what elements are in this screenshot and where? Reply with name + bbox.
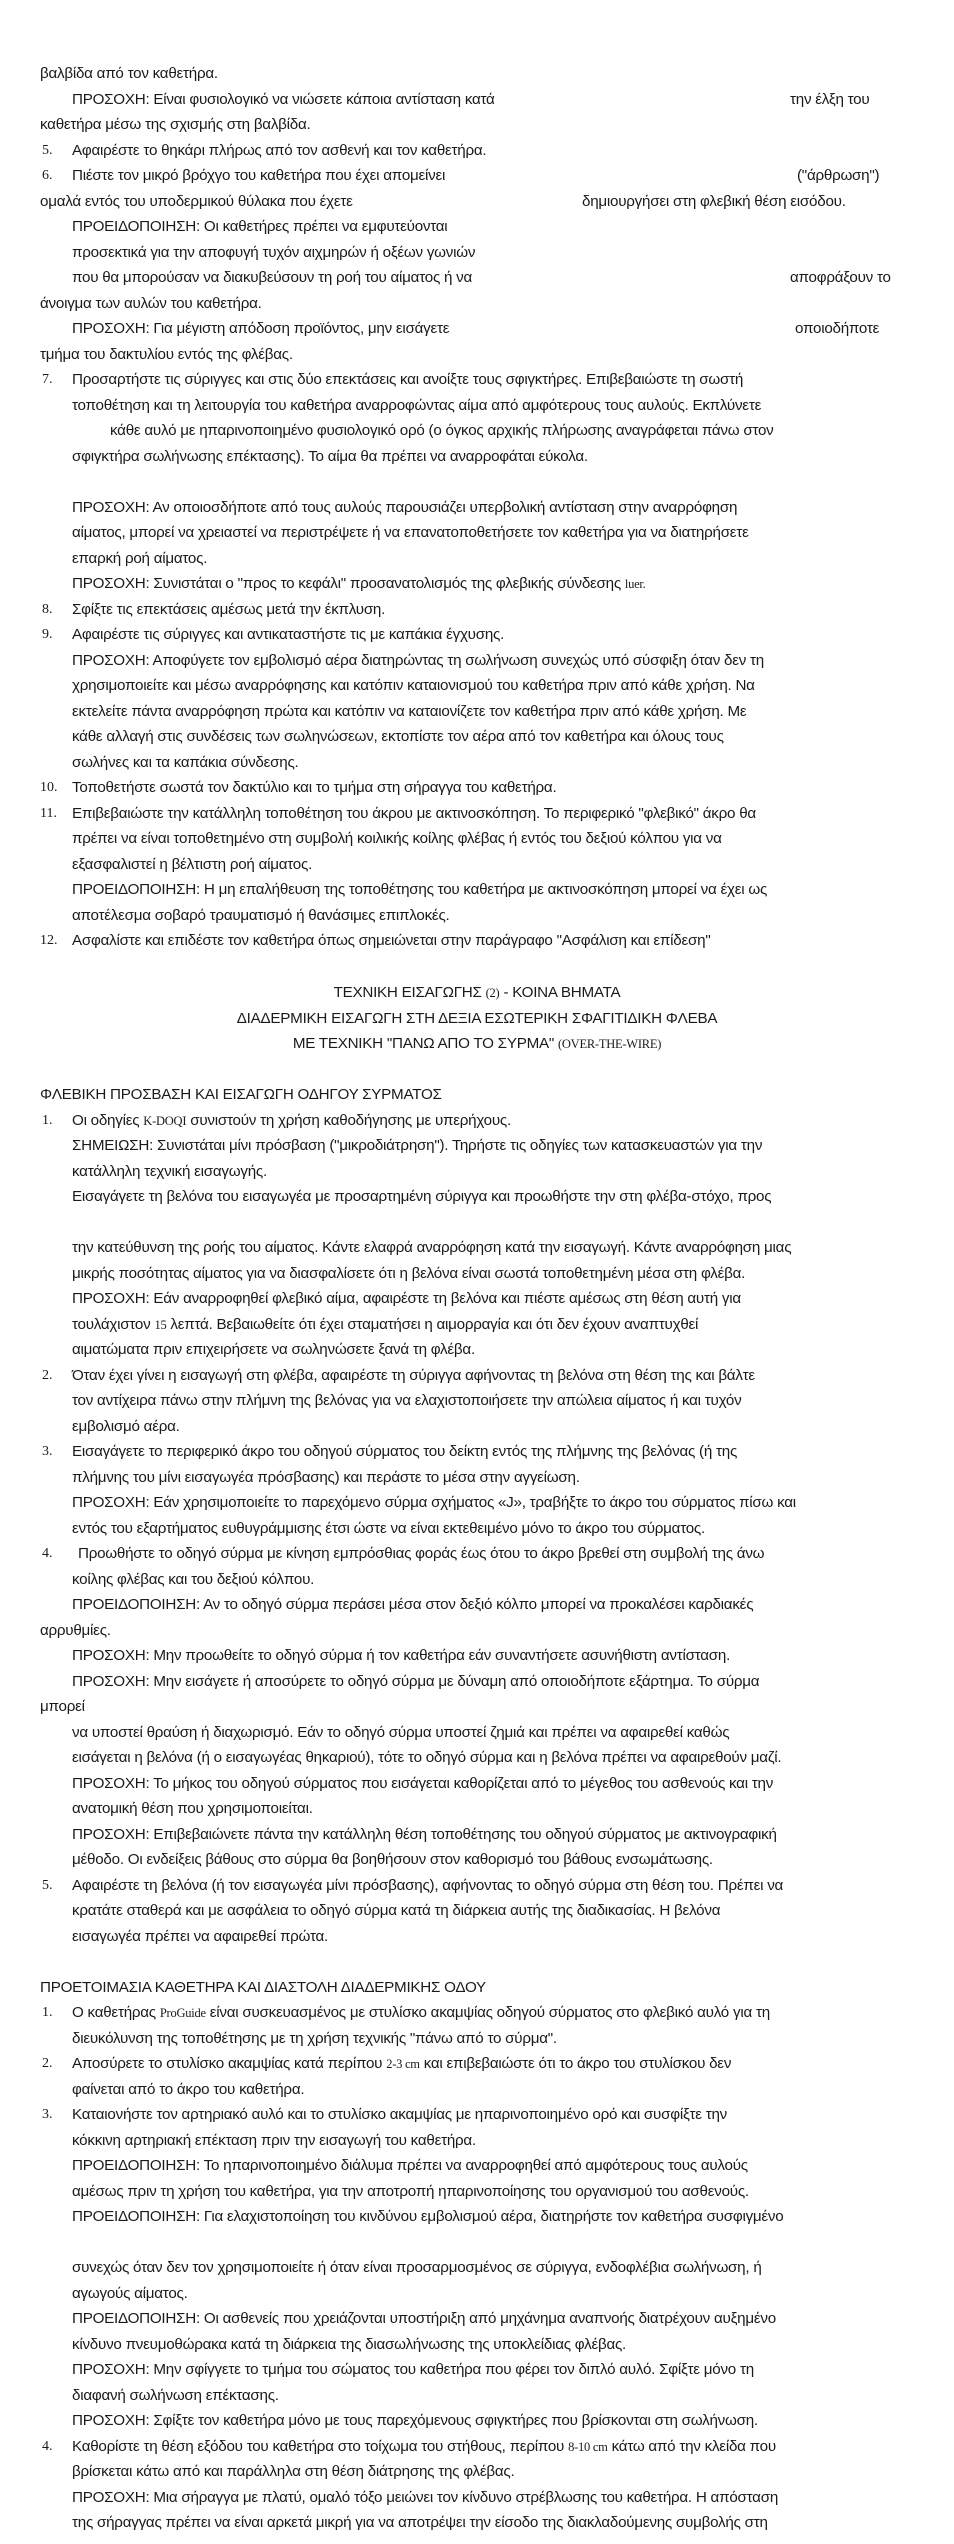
section-title: ΔΙΑΔΕΡΜΙΚΗ ΕΙΣΑΓΩΓΗ ΣΤΗ ΔΕΞΙΑ ΕΣΩΤΕΡΙΚΗ ΣΦΑΓΙΤΙΔΙΚΗ ΦΛΕΒΑ xyxy=(236,1010,718,1027)
text-run: είναι συσκευασμένος με στυλίσκο ακαμψίας οδηγού σύρματος στο φλεβικό αυλό για τη xyxy=(205,2004,770,2021)
text-line: Αφαιρέστε τη βελόνα (ή τον εισαγωγέα μίνι πρόσβασης), αφήνοντας το οδηγό σύρμα στη θέση του. Πρέπει να xyxy=(72,1877,784,1894)
text-line: ΠΡΟΕΙΔΟΠΟΙΗΣΗ: Το ηπαρινοποιημένο διάλυμα πρέπει να αναρροφηθεί από αμφότερους τους αυλούς xyxy=(72,2157,748,2174)
text-line: ΠΡΟΣΟΧΗ: Μην εισάγετε ή αποσύρετε το οδηγό σύρμα με δύναμη από οποιοδήποτε εξάρτημα. Το σύρμα xyxy=(72,1673,760,1690)
text-run: luer. xyxy=(624,577,646,591)
text-line: πλήμνης του μίνι εισαγωγέα πρόσβασης) και περάστε το μέσα στην αγγείωση. xyxy=(72,1469,580,1486)
text-line: πρέπει να είναι τοποθετημένο στη συμβολή κοιλικής κοίλης φλέβας ή εντός του δεξιού κόλπου για να xyxy=(72,830,722,847)
text-line: εισάγεται η βελόνα (ή ο εισαγωγέας θηκαριού), τότε το οδηγό σύρμα και η βελόνα πρέπει να αφαιρεθούν μαζί. xyxy=(72,1749,782,1766)
text-line: τον αντίχειρα πάνω στην πλήμνη της βελόνας για να ελαχιστοποιήσετε την απώλεια αίματος ή και τυχόν xyxy=(72,1392,742,1409)
text-line: ανατομική θέση που χρησιμοποιείται. xyxy=(72,1800,313,1817)
text-line: ΠΡΟΣΟΧΗ: Το μήκος του οδηγού σύρματος που εισάγεται καθορίζεται από το μέγεθος του ασθενούς και την xyxy=(72,1775,774,1792)
text-run: συνιστούν τη χρήση καθοδήγησης με υπερήχους. xyxy=(186,1112,511,1129)
list-number: 1. xyxy=(42,2005,53,2020)
text-line: που θα μπορούσαν να διακυβεύσουν τη ροή του αίματος ή να xyxy=(72,269,473,286)
text-run: και επιβεβαιώστε ότι το άκρο του στυλίσκου δεν xyxy=(419,2055,732,2072)
text-line: Προωθήστε το οδηγό σύρμα με κίνηση εμπρόσθιας φοράς έως ότου το άκρο βρεθεί στη συμβολή της άνω xyxy=(78,1545,765,1562)
text-line: Προσαρτήστε τις σύριγγες και στις δύο επεκτάσεις και ανοίξτε τους σφιγκτήρες. Επιβεβαιώστε τη σωστή xyxy=(72,371,744,388)
text-line: την κατεύθυνση της ροής του αίματος. Κάντε ελαφρά αναρρόφηση κατά την εισαγωγή. Κάντε αναρρόφηση μιας xyxy=(72,1239,792,1256)
text-line: ΠΡΟΕΙΔΟΠΟΙΗΣΗ: Η μη επαλήθευση της τοποθέτησης του καθετήρα με ακτινοσκόπηση μπορεί να έχει ως xyxy=(72,881,768,898)
section-title xyxy=(0,983,954,1004)
text-line: ΠΡΟΣΟΧΗ: Μην σφίγγετε το τμήμα του σώματος του καθετήρα που φέρει τον διπλό αυλό. Σφίξτε μόνο τη xyxy=(72,2361,754,2378)
text-line: της σήραγγας πρέπει να είναι αρκετά μικρή για να αποτρέψει την είσοδο της διακλαδούμενης συμβολής στη xyxy=(72,2514,768,2531)
list-number: 5. xyxy=(42,143,53,158)
text-line: αποτέλεσμα σοβαρό τραυματισμό ή θανάσιμες επιπλοκές. xyxy=(72,907,450,924)
text-line: ΠΡΟΣΟΧΗ: Μια σήραγγα με πλατύ, ομαλό τόξο μειώνει τον κίνδυνο στρέβλωσης του καθετήρα. Η απόσταση xyxy=(72,2489,779,2506)
list-number: 12. xyxy=(40,933,58,948)
text-line: μέθοδο. Οι ενδείξεις βάθους στο σύρμα θα βοηθήσουν στον καθορισμό του βάθους ενσωμάτωσης. xyxy=(72,1851,713,1868)
text-run: K-DOQI xyxy=(143,1114,187,1128)
text-line: ΠΡΟΣΟΧΗ: Επιβεβαιώνετε πάντα την κατάλληλη θέση τοποθέτησης του οδηγού σύρματος με ακτινογραφική xyxy=(72,1826,777,1843)
text-line: Πιέστε τον μικρό βρόχγο του καθετήρα που έχει απομείνει xyxy=(72,167,446,184)
text-line: εκτελείτε πάντα αναρρόφηση πρώτα και κατόπιν να καταιονίζετε τον καθετήρα πριν από κάθε χρήση. Με xyxy=(72,703,747,720)
section-title xyxy=(0,1034,954,1055)
title-run: (2) xyxy=(485,986,500,1000)
text-line: τοποθέτηση και τη λειτουργία του καθετήρα αναρροφώντας αίμα από αμφότερους τους αυλούς. Εκπλύνετε xyxy=(72,397,762,414)
text-line: ("άρθρωση") xyxy=(797,167,880,184)
text-line: ΣΗΜΕΙΩΣΗ: Συνιστάται μίνι πρόσβαση ("μικροδιάτρηση"). Τηρήστε τις οδηγίες των κατασκευαστών για την xyxy=(72,1137,763,1154)
title-run: (OVER-THE-WIRE) xyxy=(557,1037,662,1051)
text-run: 8-10 cm xyxy=(568,2440,608,2454)
text-line: ΠΡΟΕΙΔΟΠΟΙΗΣΗ: Για ελαχιστοποίηση του κινδύνου εμβολισμού αέρα, διατηρήστε τον καθετήρα συσφιγμένο xyxy=(72,2208,784,2225)
text-line: αγωγούς αίματος. xyxy=(72,2285,188,2302)
text-line: οποιοδήποτε xyxy=(795,320,880,337)
text-line: Όταν έχει γίνει η εισαγωγή στη φλέβα, αφαιρέστε τη σύριγγα αφήνοντας τη βελόνα στη θέση της και βάλτε xyxy=(72,1367,755,1384)
text-line xyxy=(72,1111,511,1132)
text-line: κρατάτε σταθερά και με ασφάλεια το οδηγό σύρμα κατά τη διάρκεια αυτής της διαδικασίας. Η βελόνα xyxy=(72,1902,721,1919)
text-run: κάτω από την κλείδα που xyxy=(607,2438,776,2455)
list-number: 3. xyxy=(42,1444,53,1459)
text-line: κόκκινη αρτηριακή επέκταση πριν την εισαγωγή του καθετήρα. xyxy=(72,2132,476,2149)
text-line: εισαγωγέα πρέπει να αφαιρεθεί πρώτα. xyxy=(72,1928,328,1945)
text-line xyxy=(72,2054,731,2075)
text-line: αιματώματα πριν επιχειρήσετε να σωληνώσετε ξανά τη φλέβα. xyxy=(72,1341,475,1358)
text-line: Ασφαλίστε και επιδέστε τον καθετήρα όπως σημειώνεται στην παράγραφο "Ασφάλιση και επίδεση" xyxy=(72,932,711,949)
text-line: εντός του εξαρτήματος ευθυγράμμισης έτσι ώστε να είναι εκτεθειμένο μόνο το άκρο του σύρματος. xyxy=(72,1520,705,1537)
text-line: ΠΡΟΣΟΧΗ: Αν οποιοσδήποτε από τους αυλούς παρουσιάζει υπερβολική αντίσταση στην αναρρόφηση xyxy=(72,499,738,516)
text-line: κάθε αυλό με ηπαρινοποιημένο φυσιολογικό ορό (ο όγκος αρχικής πλήρωσης αναγράφεται πάνω στον xyxy=(110,422,774,439)
text-line: αποφράξουν το xyxy=(790,269,891,286)
text-line xyxy=(72,2003,770,2024)
text-line: σωλήνες και τα καπάκια σύνδεσης. xyxy=(72,754,299,771)
text-line: Αφαιρέστε τις σύριγγες και αντικαταστήστε τις με καπάκια έγχυσης. xyxy=(72,626,505,643)
text-line: ΠΡΟΣΟΧΗ: Για μέγιστη απόδοση προϊόντος, μην εισάγετε xyxy=(72,320,450,337)
text-line xyxy=(72,1315,698,1336)
title-run: ΤΕΧΝΙΚΗ ΕΙΣΑΓΩΓΗΣ xyxy=(333,984,486,1001)
text-line: προσεκτικά για την αποφυγή τυχόν αιχμηρών ή οξέων γωνιών xyxy=(72,244,476,261)
list-number: 3. xyxy=(42,2107,53,2122)
text-run: ProGuide xyxy=(159,2006,206,2020)
text-line: καθετήρα μέσω της σχισμής στη βαλβίδα. xyxy=(40,116,311,133)
text-line: ΠΡΟΣΟΧΗ: Σφίξτε τον καθετήρα μόνο με τους παρεχόμενους σφιγκτήρες που βρίσκονται στη σωλήνωση. xyxy=(72,2412,758,2429)
text-line: σφιγκτήρα σωλήνωσης επέκτασης). Το αίμα θα πρέπει να αναρροφάται εύκολα. xyxy=(72,448,588,465)
list-number: 2. xyxy=(42,1368,53,1383)
text-line: τμήμα του δακτυλίου εντός της φλέβας. xyxy=(40,346,293,363)
text-line: διευκόλυνση της τοποθέτησης με τη χρήση τεχνικής "πάνω από το σύρμα". xyxy=(72,2030,557,2047)
text-line: μπορεί xyxy=(40,1698,85,1715)
text-run: Οι οδηγίες xyxy=(72,1112,144,1129)
text-line: ΠΡΟΣΟΧΗ: Εάν αναρροφηθεί φλεβικό αίμα, αφαιρέστε τη βελόνα και πιέστε αμέσως στη θέση αυτή για xyxy=(72,1290,741,1307)
list-number: 9. xyxy=(42,627,53,642)
text-run: τουλάχιστον xyxy=(72,1316,155,1333)
text-line: ΠΡΟΕΙΔΟΠΟΙΗΣΗ: Αν το οδηγό σύρμα περάσει μέσα στον δεξιό κόλπο μπορεί να προκαλέσει καρδιακές xyxy=(72,1596,754,1613)
text-line: μικρής ποσότητας αίματος για να διασφαλίσετε ότι η βελόνα είναι σωστά τοποθετημένη μέσα στη φλέβα. xyxy=(72,1265,746,1282)
section-heading: ΠΡΟΕΤΟΙΜΑΣΙΑ ΚΑΘΕΤΗΡΑ ΚΑΙ ΔΙΑΣΤΟΛΗ ΔΙΑΔΕΡΜΙΚΗΣ ΟΔΟΥ xyxy=(40,1979,486,1996)
text-line: Καταιονήστε τον αρτηριακό αυλό και το στυλίσκο ακαμψίας με ηπαρινοποιημένο ορό και συσφίξτε την xyxy=(72,2106,728,2123)
text-line: κοίλης φλέβας και του δεξιού κόλπου. xyxy=(72,1571,315,1588)
text-line: ΠΡΟΣΟΧΗ: Εάν χρησιμοποιείτε το παρεχόμενο σύρμα σχήματος «J», τραβήξτε το άκρο του σύρματος πίσω και xyxy=(72,1494,796,1511)
text-run: ΠΡΟΣΟΧΗ: Συνιστάται ο "προς το κεφάλι" προσανατολισμός της φλεβικής σύνδεσης xyxy=(72,575,625,592)
text-line: ΠΡΟΕΙΔΟΠΟΙΗΣΗ: Οι ασθενείς που χρειάζονται υποστήριξη από μηχάνημα αναπνοής διατρέχουν αυξημένο xyxy=(72,2310,776,2327)
text-line: ΠΡΟΣΟΧΗ: Μην προωθείτε το οδηγό σύρμα ή τον καθετήρα εάν συναντήσετε ασυνήθιστη αντίσταση. xyxy=(72,1647,731,1664)
list-number: 8. xyxy=(42,602,53,617)
text-line: την έλξη του xyxy=(790,91,870,108)
text-line: Σφίξτε τις επεκτάσεις αμέσως μετά την έκπλυση. xyxy=(72,601,386,618)
text-line: ΠΡΟΣΟΧΗ: Αποφύγετε τον εμβολισμό αέρα διατηρώντας τη σωλήνωση συνεχώς υπό σύσφιξη όταν δεν τη xyxy=(72,652,764,669)
text-line: να υποστεί θραύση ή διαχωρισμό. Εάν το οδηγό σύρμα υποστεί ζημιά και πρέπει να αφαιρεθεί καθώς xyxy=(72,1724,730,1741)
text-line: Επιβεβαιώστε την κατάλληλη τοποθέτηση του άκρου με ακτινοσκόπηση. Το περιφερικό "φλεβικό" άκρο θα xyxy=(72,805,756,822)
text-line: άνοιγμα των αυλών του καθετήρα. xyxy=(40,295,262,312)
text-line: εξασφαλιστεί η βέλτιστη ροή αίματος. xyxy=(72,856,313,873)
title-run: - ΚΟΙΝΑ ΒΗΜΑΤΑ xyxy=(499,984,621,1001)
text-run: Ο καθετήρας xyxy=(72,2004,160,2021)
text-line: χρησιμοποιείτε και μέσω αναρρόφησης και κατόπιν καταιονισμού του καθετήρα πριν από κάθε χρήση. Να xyxy=(72,677,755,694)
list-number: 5. xyxy=(42,1878,53,1893)
text-run: 2-3 cm xyxy=(386,2057,420,2071)
title-run: ΜΕ ΤΕΧΝΙΚΗ "ΠΑΝΩ ΑΠΟ ΤΟ ΣΥΡΜΑ" xyxy=(292,1035,558,1052)
list-number: 10. xyxy=(40,780,58,795)
text-line: κατάλληλη τεχνική εισαγωγής. xyxy=(72,1163,267,1180)
text-line: Τοποθετήστε σωστά τον δακτύλιο και το τμήμα στη σήραγγα του καθετήρα. xyxy=(72,779,557,796)
text-line: επαρκή ροή αίματος. xyxy=(72,550,208,567)
text-run: 15 xyxy=(154,1318,167,1332)
text-line: συνεχώς όταν δεν τον χρησιμοποιείτε ή όταν είναι προσαρμοσμένος σε σύριγγα, ενδοφλέβια σωλήνωση, ή xyxy=(72,2259,762,2276)
text-line: αίματος, μπορεί να χρειαστεί να περιστρέψετε ή να επανατοποθετήσετε τον καθετήρα για να διατηρήσετε xyxy=(72,524,749,541)
text-line: εμβολισμό αέρα. xyxy=(72,1418,180,1435)
text-line: βρίσκεται κάτω από και παράλληλα στη θέση διάτρησης της φλέβας. xyxy=(72,2463,515,2480)
text-line: αμέσως πριν τη χρήση του καθετήρα, για την αποτροπή ηπαρινοποίησης του οργανισμού του ασθενούς. xyxy=(72,2183,749,2200)
list-number: 1. xyxy=(42,1113,53,1128)
text-line: Εισαγάγετε το περιφερικό άκρο του οδηγού σύρματος του δείκτη εντός της πλήμνης της βελόνας (ή της xyxy=(72,1443,738,1460)
list-number: 2. xyxy=(42,2056,53,2071)
text-line: αρρυθμίες. xyxy=(40,1622,111,1639)
text-line xyxy=(72,2437,776,2458)
text-line: ομαλά εντός του υποδερμικού θύλακα που έχετε xyxy=(40,193,353,210)
list-number: 11. xyxy=(40,806,57,821)
text-line xyxy=(72,574,646,595)
section-heading: ΦΛΕΒΙΚΗ ΠΡΟΣΒΑΣΗ ΚΑΙ ΕΙΣΑΓΩΓΗ ΟΔΗΓΟΥ ΣΥΡΜΑΤΟΣ xyxy=(40,1086,442,1103)
list-number: 4. xyxy=(42,2439,53,2454)
list-number: 7. xyxy=(42,372,53,387)
list-number: 6. xyxy=(42,168,53,183)
text-line: Αφαιρέστε το θηκάρι πλήρως από τον ασθενή και τον καθετήρα. xyxy=(72,142,487,159)
text-line: κάθε αλλαγή στις συνδέσεις των σωληνώσεων, εκτοπίστε τον αέρα από τον καθετήρα και όλους τους xyxy=(72,728,724,745)
text-run: Καθορίστε τη θέση εξόδου του καθετήρα στο τοίχωμα του στήθους, περίπου xyxy=(72,2438,569,2455)
text-line: φαίνεται από το άκρο του καθετήρα. xyxy=(72,2081,305,2098)
list-number: 4. xyxy=(42,1546,53,1561)
text-line: διαφανή σωλήνωση επέκτασης. xyxy=(72,2387,279,2404)
text-run: λεπτά. Βεβαιωθείτε ότι έχει σταματήσει η αιμορραγία και ότι δεν έχουν αναπτυχθεί xyxy=(166,1316,699,1333)
text-line: δημιουργήσει στη φλεβική θέση εισόδου. xyxy=(582,193,846,210)
text-run: Αποσύρετε το στυλίσκο ακαμψίας κατά περίπου xyxy=(72,2055,387,2072)
text-line: ΠΡΟΣΟΧΗ: Είναι φυσιολογικό να νιώσετε κάποια αντίσταση κατά xyxy=(72,91,495,108)
text-line: Εισαγάγετε τη βελόνα του εισαγωγέα με προσαρτημένη σύριγγα και προωθήστε την στη φλέβα-στόχο, προς xyxy=(72,1188,772,1205)
text-line: βαλβίδα από τον καθετήρα. xyxy=(40,65,218,82)
text-line: ΠΡΟΕΙΔΟΠΟΙΗΣΗ: Οι καθετήρες πρέπει να εμφυτεύονται xyxy=(72,218,448,235)
text-line: κίνδυνο πνευμοθώρακα κατά τη διάρκεια της διασωλήνωσης της υποκλείδιας φλέβας. xyxy=(72,2336,627,2353)
